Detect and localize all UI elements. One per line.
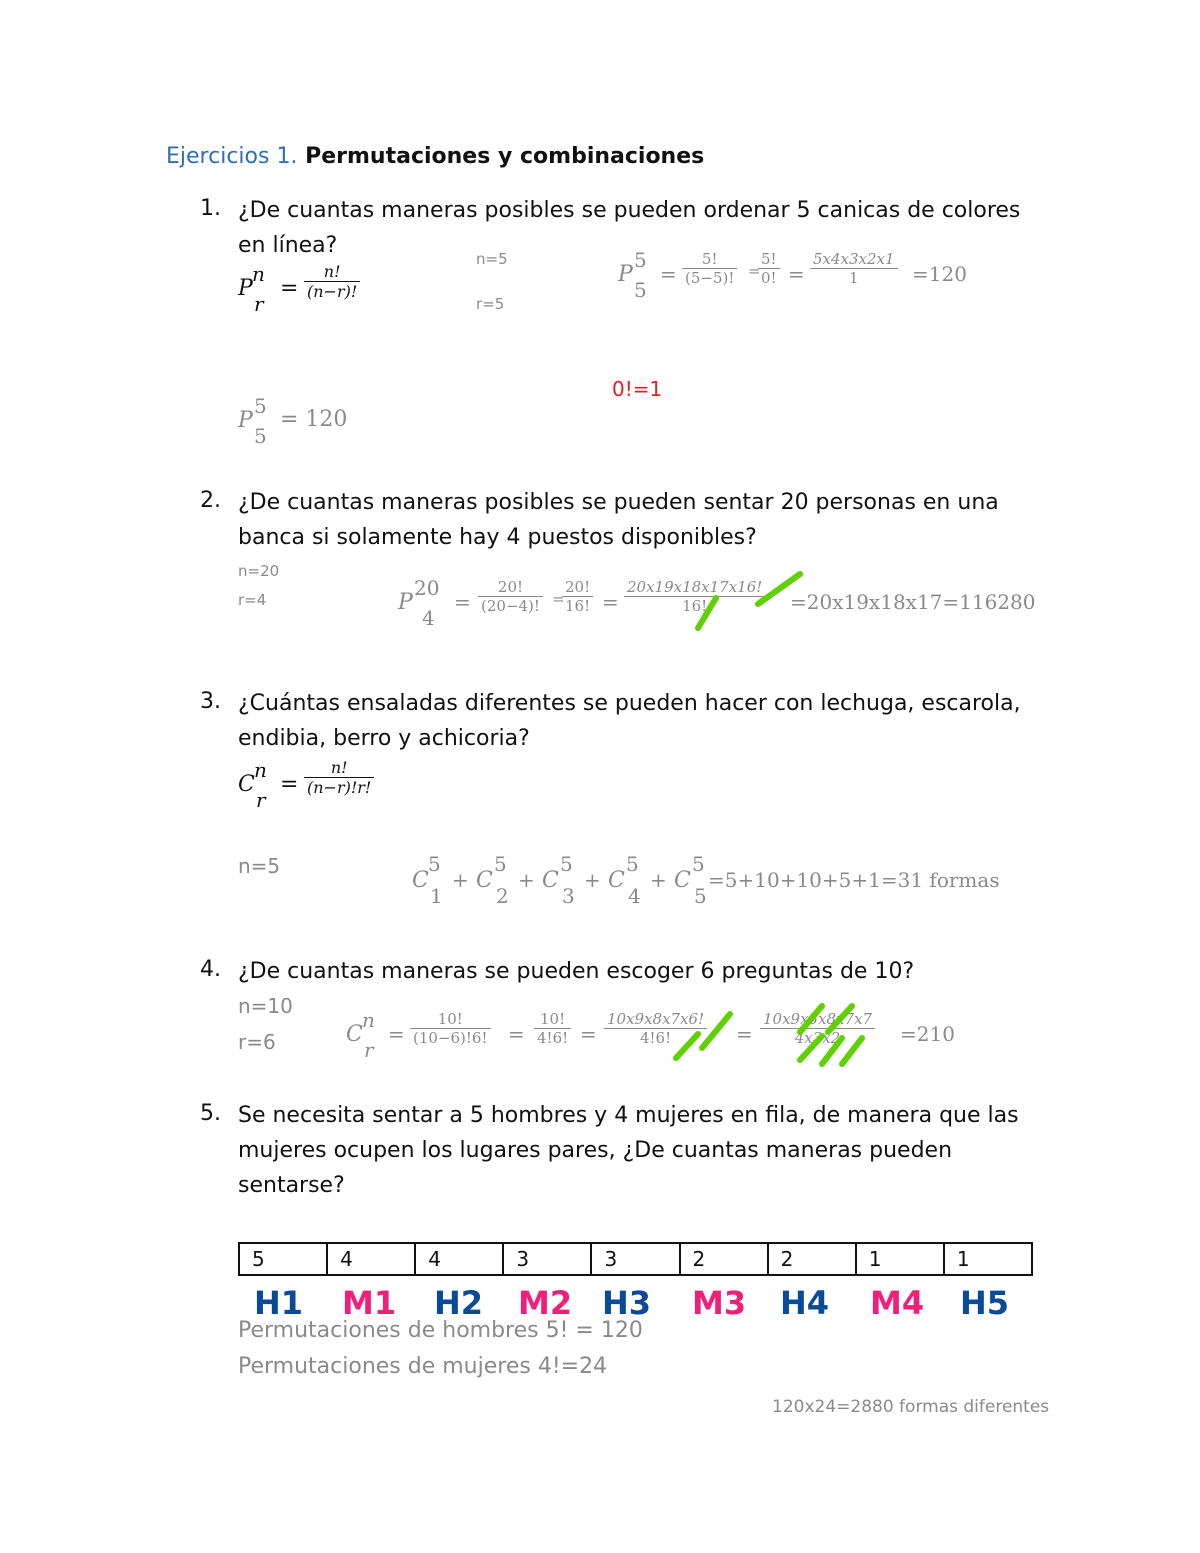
page-title: Ejercicios 1. Permutaciones y combinaciones — [166, 144, 705, 169]
q1-text: ¿De cuantas maneras posibles se pueden ordenar 5 canicas de colores en línea? — [238, 198, 1021, 258]
q4-r-value: r=6 — [238, 1030, 276, 1054]
q2-n-value: n=20 — [238, 562, 280, 580]
zero-factorial-note: 0!=1 — [612, 377, 663, 401]
q2-r-value: r=4 — [238, 591, 267, 609]
total-result: 120x24=2880 formas diferentes — [772, 1397, 1050, 1417]
seat-label: H5 — [960, 1284, 1010, 1322]
seat-label: H4 — [780, 1284, 830, 1322]
q4-n-value: n=10 — [238, 994, 293, 1018]
q1-r-value: r=5 — [476, 295, 505, 313]
q4-calculation: C n r = $\frac{10!}{(10-6)!6!}$ = $\frac{10!}{4!6!}$ = $\frac{10x9x8x7x6!}{4!6!}$ = $\frac{10x9x3x8x7x7}{4x3x2}$ =210 — [346, 1008, 955, 1062]
seat-label: M3 — [692, 1284, 747, 1322]
seat-cell: 5 — [239, 1243, 327, 1275]
seat-label: M2 — [518, 1284, 573, 1322]
table-row — [239, 1243, 1032, 1275]
q1-n-value: n=5 — [476, 250, 508, 268]
q5-text: Se necesita sentar a 5 hombres y 4 mujeres en fila, de manera que las mujeres ocupen los lugares pares, ¿De cuantas maneras pueden sentarse? — [238, 1103, 1019, 1198]
seat-cell: 2 — [680, 1243, 768, 1275]
q3-number: 3. — [200, 689, 221, 714]
seat-cell: 2 — [768, 1243, 856, 1275]
q3-calculation: C 5 1 + C 5 2 + C 5 3 + C 5 4 + C 5 5 =5+10+10+5+1=31 formas — [412, 852, 1000, 908]
seat-cell: 1 — [856, 1243, 944, 1275]
seat-cell: 1 — [944, 1243, 1032, 1275]
seat-label: M1 — [342, 1284, 397, 1322]
q4-text: ¿De cuantas maneras se pueden escoger 6 preguntas de 10? — [238, 959, 915, 984]
q3-text: ¿Cuántas ensaladas diferentes se pueden hacer con lechuga, escarola, endibia, berro y achicoria? — [238, 691, 1021, 751]
seat-cell: 4 — [415, 1243, 503, 1275]
seats-table — [238, 1242, 1033, 1276]
q1-number: 1. — [200, 196, 221, 221]
seat-cell: 3 — [591, 1243, 679, 1275]
q2-text: ¿De cuantas maneras posibles se pueden sentar 20 personas en una banca si solamente hay 4 puestos disponibles? — [238, 490, 999, 550]
seat-label: H2 — [434, 1284, 484, 1322]
q2-calculation: P 20 4 = $\frac{20!}{(20-4)!}$ = $\frac{20!}{16!}$ = $\frac{20x19x18x17x16!}{16!}$ =20x19x18x17=116280 — [398, 576, 1036, 630]
seat-cell: 4 — [327, 1243, 415, 1275]
q2-number: 2. — [200, 488, 221, 513]
perm-mujeres: Permutaciones de mujeres 4!=24 — [238, 1354, 608, 1379]
q1-answer: P 5 5 = 120 — [238, 394, 348, 448]
q3-formula: C n r = $\frac{n!}{(n-r)!r!}$ — [238, 758, 398, 818]
seat-cell: 3 — [503, 1243, 591, 1275]
perm-hombres: Permutaciones de hombres 5! = 120 — [238, 1318, 643, 1343]
q4-number: 4. — [200, 957, 221, 982]
seat-label: H3 — [602, 1284, 652, 1322]
q5-number: 5. — [200, 1101, 221, 1126]
q1-calculation: P 5 5 = $\frac{5!}{(5-5)!}$ = $\frac{5!}{0!}$ = $\frac{5x4x3x2x1}{1}$ =120 — [618, 248, 967, 302]
seat-label: H1 — [254, 1284, 304, 1322]
q3-n-value: n=5 — [238, 854, 281, 878]
seat-label: M4 — [870, 1284, 925, 1322]
